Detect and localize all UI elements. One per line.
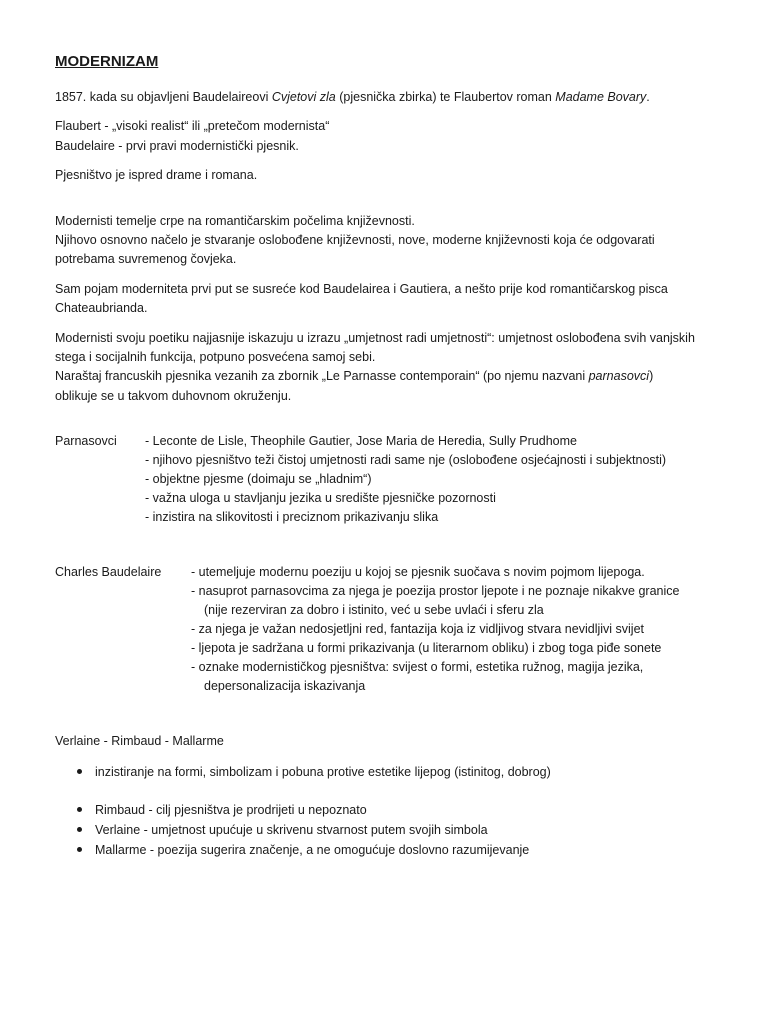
intro-italic-cvjetovi: Cvjetovi zla xyxy=(271,90,336,104)
document-title: MODERNIZAM xyxy=(55,53,159,70)
baudelaire-item-continuation: depersonalizacija iskazivanja xyxy=(204,679,366,694)
bullet-item: Verlaine - umjetnost upućuje u skrivenu stvarnost putem svojih simbola xyxy=(77,820,715,840)
bullet-dot-icon xyxy=(77,827,82,832)
baudelaire-line: Baudelaire - prvi pravi modernistički pjesnik. xyxy=(55,138,299,153)
modernists-line-2: Njihovo osnovno načelo je stvaranje oslobođene književnosti, nove, moderne književnosti koja će odgovarati potrebama suvremenog čovjeka. xyxy=(55,233,655,267)
parnasovci-term: Parnasovci xyxy=(55,434,117,449)
bullet-dot-icon xyxy=(77,847,82,852)
poetics-paragraph: Modernisti svoju poetiku najjasnije iskazuju u izrazu „umjetnost radi umjetnosti“: umjetnost oslobođena svih vanjskih stega i socijalnih funkcija, potpuno posvećena samoj sebi. xyxy=(55,330,695,365)
parnasovci-item: - Leconte de Lisle, Theophile Gautier, Jose Maria de Heredia, Sully Prudhome xyxy=(145,434,577,449)
baudelaire-item: - utemeljuje modernu poeziju u kojoj se pjesnik suočava s novim pojmom lijepoga. xyxy=(191,565,645,580)
intro-text-1: 1857. kada su objavljeni Baudelaireovi xyxy=(55,90,272,104)
bullet-item: Rimbaud - cilj pjesništva je prodrijeti u nepoznato xyxy=(77,800,715,820)
flaubert-line: Flaubert - „visoki realist“ ili „pretečom modernista“ xyxy=(55,119,330,134)
baudelaire-item: - oznake modernističkog pjesništva: svijest o formi, estetika ružnog, magija jezika, depersonalizacija iskazivanja xyxy=(191,658,715,696)
generation-text-2: ) xyxy=(649,369,654,384)
parnasovci-item: - objektne pjesme (doimaju se „hladnim“) xyxy=(145,472,372,487)
baudelaire-item: - za njega je važan nedosjetljni red, fantazija koja iz vidljivog stvara nevidljivi svijet xyxy=(191,622,645,637)
document-page xyxy=(55,52,715,860)
intro-text-2: (pjesnička zbirka) te Flaubertov roman xyxy=(335,90,556,104)
generation-text-1: Naraštaj francuskih pjesnika vezanih za zbornik „Le Parnasse contemporain“ (po njemu nazvani xyxy=(55,369,589,384)
modernists-line-1: Modernisti temelje crpe na romantičarskim počelima književnosti. xyxy=(55,213,415,228)
intro-paragraph xyxy=(55,88,715,107)
parnasovci-item: - važna uloga u stavljanju jezika u središte pjesničke pozornosti xyxy=(145,491,496,506)
parnasovci-section xyxy=(55,432,715,527)
baudelaire-item-continuation: (nije rezerviran za dobro i istinito, već u sebe uvlaći i sferu zla xyxy=(204,603,544,618)
baudelaire-term: Charles Baudelaire xyxy=(55,565,162,580)
bullet-item: Mallarme - poezija sugerira značenje, a ne omogućuje doslovno razumijevanje xyxy=(77,840,715,860)
baudelaire-item: - ljepota je sadržana u formi prikazivanja (u literarnom obliku) i zbog toga piđe sonete xyxy=(191,641,662,656)
bullet-item: inzistiranje na formi, simbolizam i pobuna protive estetike lijepog (istinitog, dobrog) xyxy=(77,762,715,782)
intro-text-3: . xyxy=(646,90,650,104)
bullet-dot-icon xyxy=(77,807,82,812)
bullet-dot-icon xyxy=(77,769,82,774)
baudelaire-item: - nasuprot parnasovcima za njega je poezija prostor ljepote i ne poznaje nikakve granice (nije rezerviran za dobro i istinito, već u sebe uvlaći i sferu zla xyxy=(191,582,715,620)
parnasovci-item: - njihovo pjesništvo teži čistoj umjetnosti radi same nje (oslobođene osjećajnosti i subjektnosti) xyxy=(145,453,667,468)
generation-text-3: oblikuje se u takvom duhovnom okruženju. xyxy=(55,388,292,403)
baudelaire-section xyxy=(55,563,715,696)
poetry-line: Pjesništvo je ispred drame i romana. xyxy=(55,168,258,183)
trio-heading: Verlaine - Rimbaud - Mallarme xyxy=(55,734,224,749)
modernity-paragraph: Sam pojam moderniteta prvi put se susreće kod Baudelairea i Gautiera, a nešto prije kod romantičarskog pisca Chateaubrianda. xyxy=(55,281,668,316)
intro-italic-bovary: Madame Bovary xyxy=(555,90,647,104)
parnasovci-item: - inzistira na slikovitosti i preciznom prikazivanju slika xyxy=(145,510,439,525)
baudelaire-list xyxy=(191,563,715,696)
trio-bullets-1 xyxy=(55,762,715,782)
trio-bullets-2 xyxy=(55,800,715,860)
generation-italic: parnasovci xyxy=(588,369,650,384)
parnasovci-list xyxy=(145,432,715,527)
generation-paragraph xyxy=(55,367,715,406)
